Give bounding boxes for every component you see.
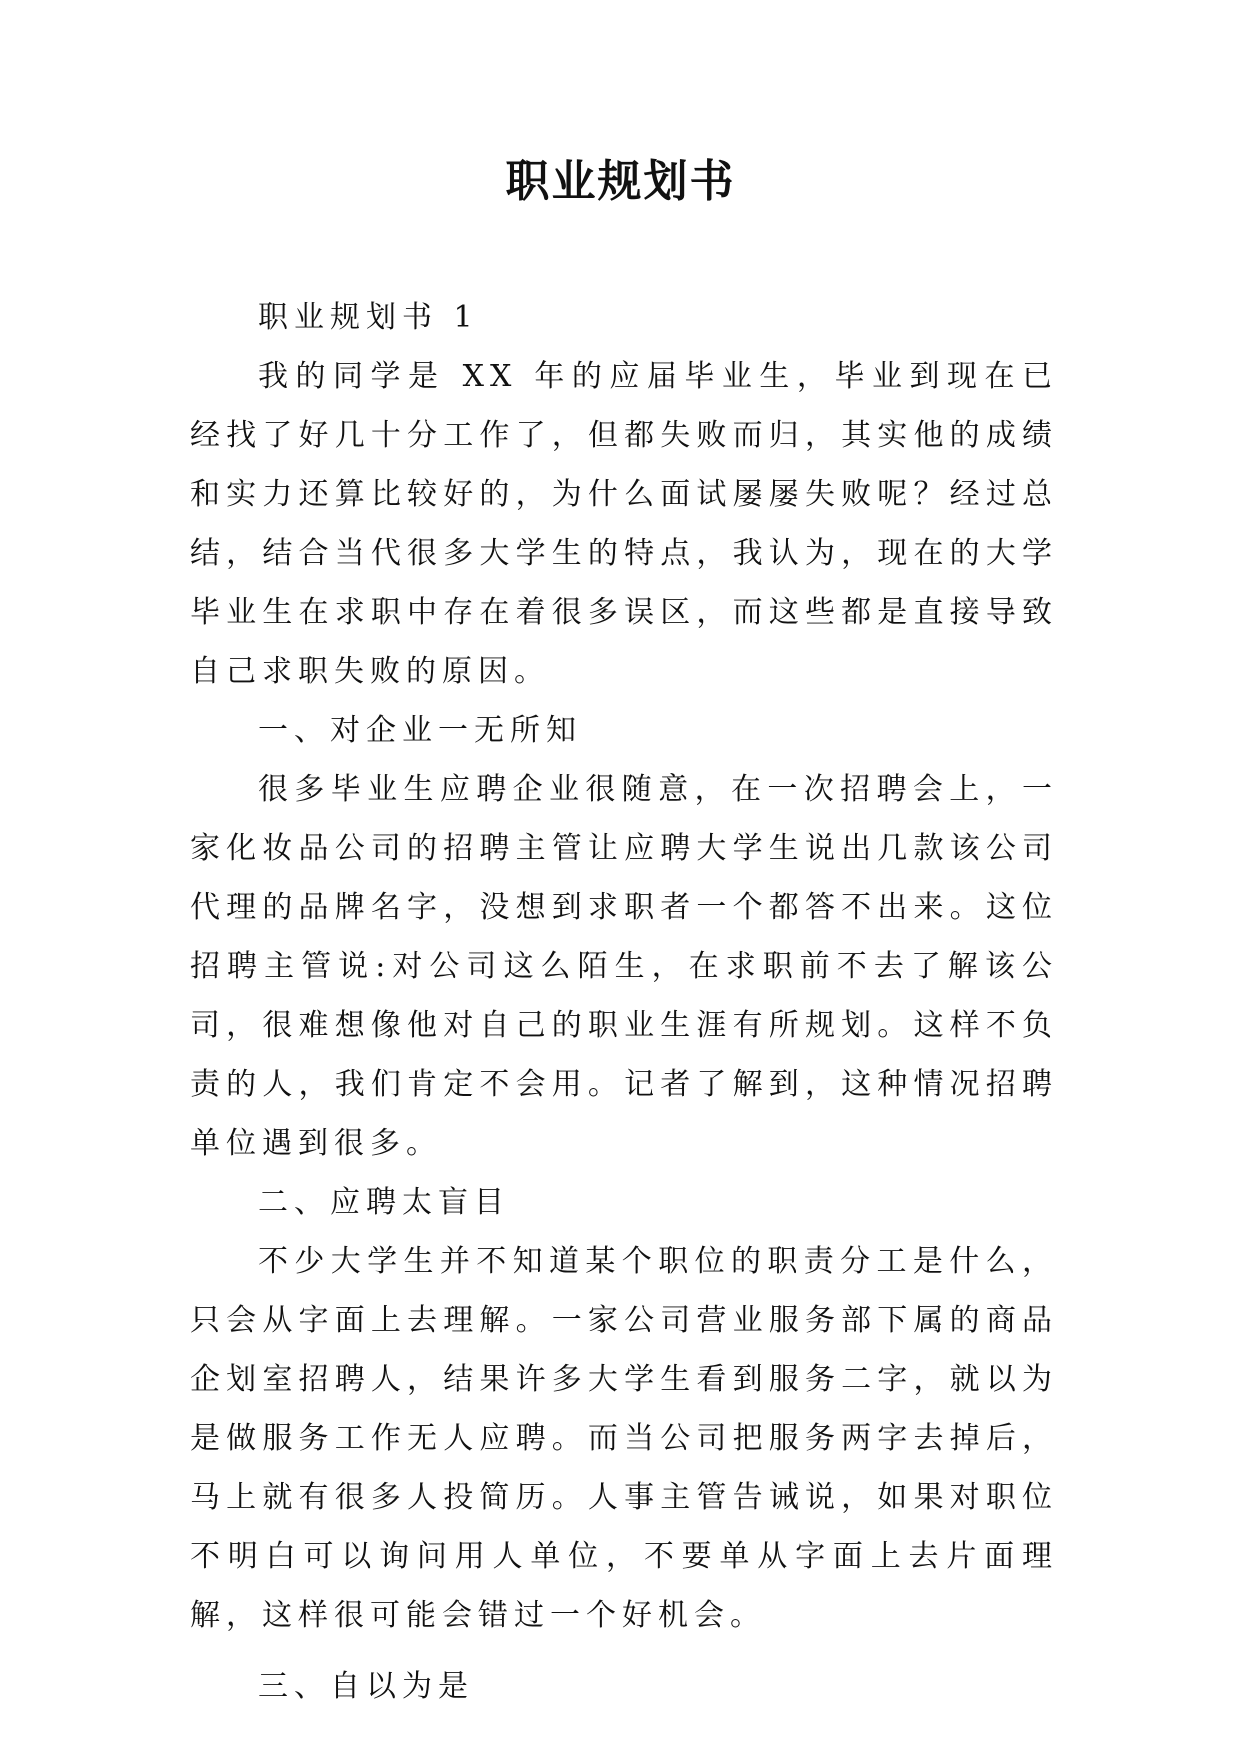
- section-heading: 职业规划书 1: [258, 300, 479, 335]
- paragraph: 不少大学生并不知道某个职位的职责分工是什么，只会从字面上去理解。一家公司营业服务部下属的商品企划室招聘人，结果许多大学生看到服务二字，就以为是做服务工作无人应聘。而当公司把服务两字去掉后，马上就有很多人投简历。人事主管告诫说，如果对职位不明白可以询问用人单位，不要单从字面上去片面理解，这样很可能会错过一个好机会。: [190, 1244, 1058, 1633]
- document-title: 职业规划书: [505, 156, 736, 207]
- section-heading: 一、对企业一无所知: [258, 713, 582, 748]
- section-heading: 三、自以为是: [258, 1669, 474, 1704]
- section-heading: 二、应聘太盲目: [258, 1185, 510, 1220]
- document-body: [190, 288, 1058, 1716]
- paragraph: 我的同学是 XX 年的应届毕业生，毕业到现在已经找了好几十分工作了，但都失败而归，其实他的成绩和实力还算比较好的，为什么面试屡屡失败呢？经过总结，结合当代很多大学生的特点，我认为，现在的大学毕业生在求职中存在着很多误区，而这些都是直接导致自己求职失败的原因。: [190, 359, 1058, 689]
- paragraph: 很多毕业生应聘企业很随意，在一次招聘会上，一家化妆品公司的招聘主管让应聘大学生说出几款该公司代理的品牌名字，没想到求职者一个都答不出来。这位招聘主管说:对公司这么陌生，在求职前不去了解该公司，很难想像他对自己的职业生涯有所规划。这样不负责的人，我们肯定不会用。记者了解到，这种情况招聘单位遇到很多。: [190, 772, 1058, 1161]
